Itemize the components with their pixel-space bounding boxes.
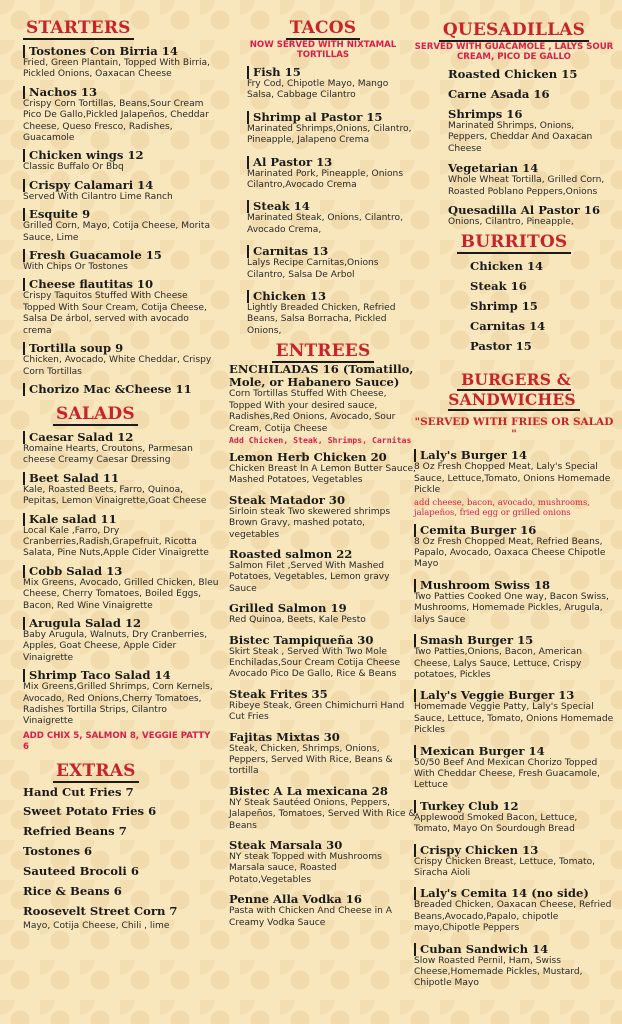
menu-column-right (414, 20, 614, 990)
list-item: Carnitas 14 (470, 319, 546, 334)
item-desc: Corn Tortillas Stuffed With Cheese, Topped With your desired sauce, Radishes,Red Onions, Avocado, Sour Cream, Cotija Cheese (229, 389, 396, 434)
menu-item (414, 745, 614, 792)
menu-item (23, 513, 219, 560)
item-name: Fish 15 (247, 66, 417, 79)
item-name: Grilled Salmon 19 (229, 601, 347, 616)
item-desc: 8 Oz Fresh Chopped Meat, Refried Beans, Papalo, Avocado, Oaxaca Cheese Chipotle Mayo (414, 536, 606, 570)
item-desc: Slow Roasted Pernil, Ham, Swiss Cheese,Homemade Pickles, Mustard, Chipotle Mayo (414, 955, 583, 989)
burritos-list (470, 256, 614, 356)
item-desc: Marinated Steak, Onions, Cilantro, Avocado Crema, (247, 213, 403, 235)
entrees-title-text: ENTREES (272, 341, 375, 363)
item-name: Quesadilla Al Pastor 16 (448, 203, 601, 218)
list-item: Tostones 6 (23, 843, 93, 858)
item-desc: Lightly Breaded Chicken, Refried Beans, Salsa Borracha, Pickled Onions, (247, 303, 396, 336)
item-name: ENCHILADAS 16 (Tomatillo, Mole, or Habanero Sauce) (229, 362, 414, 390)
item-name: Steak 14 (247, 200, 417, 213)
item-desc: Crispy Taquitos Stuffed With Cheese Topped With Sour Cream, Cotija Cheese, Salsa De árbol, served with avocado crema (23, 291, 207, 336)
menu-item (414, 449, 614, 516)
menu-item (414, 887, 614, 934)
item-desc: Chicken Breast In A Lemon Butter Sauce, Mashed Potatoes, Vegetables (229, 463, 416, 486)
menu-item (448, 108, 614, 155)
burritos-title (414, 232, 614, 252)
list-item: Sauteed Brocoli 6 (23, 863, 139, 878)
item-desc: Mix Greens,Grilled Shrimps, Corn Kernels, Avocado, Red Onions,Cherry Tomatoes, Radishes Tortilla Strips, Cilantro Vinaigrette (23, 682, 213, 727)
item-desc: Ribeye Steak, Green Chimichurri Hand Cut Fries (229, 700, 405, 723)
item-name: Roasted Chicken 15 (448, 67, 578, 81)
item-desc: Crispy Chicken Breast, Lettuce, Tomato, Siracha Aioli (414, 856, 596, 878)
list-item: Pastor 15 (470, 339, 532, 354)
salads-addon-note: ADD CHIX 5, SALMON 8, VEGGIE PATTY 6 (23, 730, 211, 752)
burgers-list (414, 449, 614, 989)
item-name: Roasted salmon 22 (229, 546, 353, 561)
menu-item (247, 156, 417, 192)
menu-item (247, 111, 417, 147)
quesadillas-subtitle: SERVED WITH GUACAMOLE , LALYS SOUR CREAM, PICO DE GALLO (414, 42, 614, 62)
item-name: Al Pastor 13 (247, 156, 417, 169)
item-desc: Romaine Hearts, Croutons, Parmesan cheese Creamy Caesar Dressing (23, 443, 193, 466)
menu-item (414, 800, 614, 836)
menu-item (229, 688, 417, 724)
entrees-title (229, 341, 417, 361)
item-name: Mexican Burger 14 (414, 745, 614, 758)
item-name: Fresh Guacamole 15 (23, 249, 219, 262)
item-name: Shrimp Taco Salad 14 (23, 669, 219, 682)
item-desc: Classic Buffalo Or Bbq (23, 162, 124, 173)
item-desc: With Chips Or Tostones (23, 262, 128, 273)
menu-item (414, 943, 614, 990)
menu-item (23, 249, 219, 273)
item-name: Turkey Club 12 (414, 800, 614, 813)
menu-item (448, 204, 614, 228)
item-desc: Salmon Filet ,Served With Mashed Potatoes, Vegetables, Lemon gravy Sauce (229, 560, 390, 594)
item-desc: Marinated Shrimps, Onions, Peppers, Cheddar And Oaxacan Cheese (448, 121, 593, 154)
item-desc: Skirt Steak , Served With Two Mole Enchiladas,Sour Cream Cotija Cheese Avocado Pico De Gallo, Rice & Beans (229, 646, 401, 680)
burger-addon-note: add cheese, bacon, avocado, mushrooms, jalapeños, fried egg or grilled onions (414, 496, 590, 517)
item-desc: Whole Wheat Tortilla, Grilled Corn, Roasted Poblano Peppers,Onions (448, 175, 605, 197)
item-name: Cuban Sandwich 14 (414, 943, 614, 956)
item-name: Kale salad 11 (23, 513, 219, 526)
item-desc: Mayo, Cotija Cheese, Chili , lime (23, 920, 170, 931)
menu-item (414, 579, 614, 626)
item-desc: Breaded Chicken, Oaxacan Cheese, Refried Beans,Avocado,Papalo, chipotle mayo,Chipotle Peppers (414, 900, 612, 934)
tacos-subtitle: NOW SERVED WITH NIXTAMAL TORTILLAS (249, 40, 397, 60)
item-name: Shrimps 16 (448, 107, 523, 121)
item-name: Cheese flautitas 10 (23, 278, 219, 291)
item-desc: Marinated Shrimps,Onions, Cilantro, Pineapple, Jalapeno Crema (247, 123, 412, 146)
item-desc: NY steak Topped with Mushrooms Marsala sauce, Roasted Potato,Vegetables (229, 852, 382, 885)
item-desc: Sirloin steak Two skewered shrimps Brown Gravy, mashed potato, vegetables (229, 506, 391, 540)
item-desc: Two Patties Cooked One way, Bacon Swiss, Mushrooms, Homemade Pickles, Arugula, lalys Sauce (414, 591, 609, 625)
menu-item (23, 431, 219, 467)
item-desc: Marinated Pork, Pineapple, Onions Cilantro,Avocado Crema (247, 168, 404, 191)
starters-title: STARTERS (23, 18, 134, 40)
item-name: Fajitas Mixtas 30 (229, 729, 340, 744)
item-desc: 8 Oz Fresh Chopped Meat, Laly's Special Sauce, Lettuce,Tomato, Onions Homemade Pickle (414, 462, 611, 496)
burgers-title (414, 370, 614, 410)
item-desc: 50/50 Beef And Mexican Chorizo Topped With Cheddar Cheese, Fresh Guacamole, Lettuce (414, 757, 600, 791)
item-desc: Red Quinoa, Beets, Kale Pesto (229, 615, 366, 626)
salads-list (23, 431, 219, 728)
extras-list (23, 784, 219, 932)
item-name: Beet Salad 11 (23, 472, 219, 485)
menu-item (23, 383, 219, 396)
menu-item-enchiladas (229, 363, 417, 445)
item-name: Chicken 13 (247, 290, 417, 303)
item-desc: Crispy Corn Tortillas, Beans,Sour Cream Pico De Gallo,Pickled Jalapeños, Cheddar Cheese, Queso Fresco, Radishes, Guacamole (23, 98, 209, 144)
item-desc: Homemade Veggie Patty, Laly's Special Sauce, Lettuce, Tomato, Onions Homemade Pickles (414, 702, 614, 736)
menu-item (414, 844, 614, 880)
item-name: Penne Alla Vodka 16 (229, 892, 362, 907)
menu-item (414, 689, 614, 736)
menu-item (23, 565, 219, 612)
extras-title: EXTRAS (53, 761, 139, 783)
item-desc: Pasta with Chicken And Cheese in A Creamy Vodka Sauce (229, 906, 393, 928)
burgers-subtitle: "SERVED WITH FRIES OR SALAD " (414, 416, 614, 441)
item-desc: Lalys Recipe Carnitas,Onions Cilantro, Salsa De Arbol (247, 258, 379, 280)
item-desc: Fried, Green Plantain, Topped With Birria, Pickled Onions, Oaxacan Cheese (23, 58, 210, 80)
menu-item (247, 66, 417, 102)
item-name: Lemon Herb Chicken 20 (229, 449, 387, 464)
item-desc: Steak, Chicken, Shrimps, Onions, Peppers, Served With Rice, Beans & tortilla (229, 743, 393, 777)
menu-item (229, 839, 417, 886)
tacos-title-text: TACOS (286, 18, 361, 40)
item-name: Esquite 9 (23, 208, 219, 221)
item-name: Arugula Salad 12 (23, 617, 219, 630)
item-desc: Onions, Cilantro, Pineapple, (448, 217, 574, 228)
list-item: Hand Cut Fries 7 (23, 784, 134, 799)
item-name: Tostones Con Birria 14 (23, 45, 219, 58)
menu-item (414, 524, 614, 571)
item-name: Cemita Burger 16 (414, 524, 614, 537)
list-item: Sweet Potato Fries 6 (23, 803, 157, 818)
list-item: Shrimp 15 (470, 299, 538, 314)
menu-item (23, 278, 219, 337)
item-desc: Mix Greens, Avocado, Grilled Chicken, Bleu Cheese, Cherry Tomatoes, Boiled Eggs, Bacon, Red Wine Vinaigrette (23, 577, 219, 611)
tacos-title (229, 18, 417, 38)
menu-item (23, 86, 219, 145)
tacos-list (247, 66, 417, 337)
list-item: Rice & Beans 6 (23, 883, 122, 898)
item-name: Nachos 13 (23, 86, 219, 99)
burgers-title-text: BURGERS & SANDWICHES (448, 370, 579, 411)
menu-item (247, 200, 417, 236)
entrees-list (229, 363, 417, 929)
item-name: Crispy Chicken 13 (414, 844, 614, 857)
menu-item (229, 731, 417, 778)
menu-item (229, 548, 417, 595)
menu-item (229, 893, 417, 929)
item-name: Laly's Cemita 14 (no side) (414, 887, 614, 900)
menu-item (23, 669, 219, 728)
menu-item (23, 342, 219, 378)
menu-item (23, 617, 219, 664)
menu-item (23, 472, 219, 508)
starters-list (23, 45, 219, 396)
item-name: Vegetarian 14 (448, 161, 539, 176)
item-name: Laly's Burger 14 (414, 449, 614, 462)
menu-item (23, 45, 219, 81)
menu-item (247, 245, 417, 281)
item-desc: Chicken, Avocado, White Cheddar, Crispy Corn Tortillas (23, 355, 212, 377)
quesadillas-title (414, 20, 614, 40)
item-name: Caesar Salad 12 (23, 431, 219, 444)
list-item: Chicken 14 (470, 259, 544, 274)
menu-item (229, 451, 417, 487)
item-name: Crispy Calamari 14 (23, 179, 219, 192)
menu-item (448, 88, 614, 101)
item-name: Tortilla soup 9 (23, 342, 219, 355)
item-name: Bistec A La mexicana 28 (229, 783, 388, 798)
menu-item (229, 494, 417, 541)
item-desc: Applewood Smoked Bacon, Lettuce, Tomato, Mayo On Sourdough Bread (414, 812, 578, 835)
item-name: Shrimp al Pastor 15 (247, 111, 417, 124)
item-name: Smash Burger 15 (414, 634, 614, 647)
menu-item (23, 149, 219, 173)
item-name: Bistec Tampiqueña 30 (229, 632, 374, 647)
item-name: Cobb Salad 13 (23, 565, 219, 578)
item-desc: Baby Arugula, Walnuts, Dry Cranberries, Apples, Goat Cheese, Apple Cider Vinaigrette (23, 629, 207, 663)
menu-item (247, 290, 417, 337)
list-item: Roosevelt Street Corn 7 (23, 903, 178, 918)
menu-item (414, 634, 614, 681)
menu-item (448, 162, 614, 198)
menu-item (23, 208, 219, 244)
item-name: Chicken wings 12 (23, 149, 219, 162)
quesadillas-list (448, 68, 614, 228)
item-name: Chorizo Mac &Cheese 11 (23, 383, 219, 396)
item-desc: Served With Cilantro Lime Ranch (23, 191, 173, 202)
enchiladas-addon-note: Add Chicken, Steak, Shrimps, Carnitas (229, 434, 412, 445)
list-item: Refried Beans 7 (23, 823, 127, 838)
menu-item (23, 179, 219, 203)
item-desc: NY Steak Sautéed Onions, Peppers, Jalapeños, Tomatoes, Served With Rice & Beans (229, 797, 416, 831)
item-name: Steak Marsala 30 (229, 838, 343, 853)
item-name: Steak Frites 35 (229, 686, 328, 701)
item-desc: Grilled Corn, Mayo, Cotija Cheese, Morita Sauce, Lime (23, 221, 211, 243)
menu-column-left (23, 18, 219, 932)
salads-title: SALADS (53, 404, 138, 426)
quesadillas-title-text: QUESADILLAS (439, 20, 589, 42)
menu-item (229, 602, 417, 626)
item-name: Steak Matador 30 (229, 492, 346, 507)
list-item: Steak 16 (470, 279, 527, 294)
menu-item (229, 634, 417, 681)
item-name: Laly's Veggie Burger 13 (414, 689, 614, 702)
item-name: Carnitas 13 (247, 245, 417, 258)
burritos-title-text: BURRITOS (457, 232, 572, 254)
item-name: Carne Asada 16 (448, 87, 550, 101)
menu-item (448, 68, 614, 81)
menu-item (229, 785, 417, 832)
item-name: Mushroom Swiss 18 (414, 579, 614, 592)
item-desc: Two Patties,Onions, Bacon, American Cheese, Lalys Sauce, Lettuce, Crispy potatoes, Pickles (414, 647, 582, 680)
item-desc: Local Kale ,Farro, Dry Cranberries,Radish,Grapefruit, Ricotta Salata, Pine Nuts,Apple Cider Vinaigrette (23, 525, 209, 559)
item-desc: Kale, Roasted Beets, Farro, Quinoa, Pepitas, Lemon Vinaigrette,Goat Cheese (23, 484, 207, 507)
menu-column-middle (229, 18, 417, 929)
item-desc: Fry Cod, Chipotle Mayo, Mango Salsa, Cabbage Cilantro (247, 79, 389, 101)
